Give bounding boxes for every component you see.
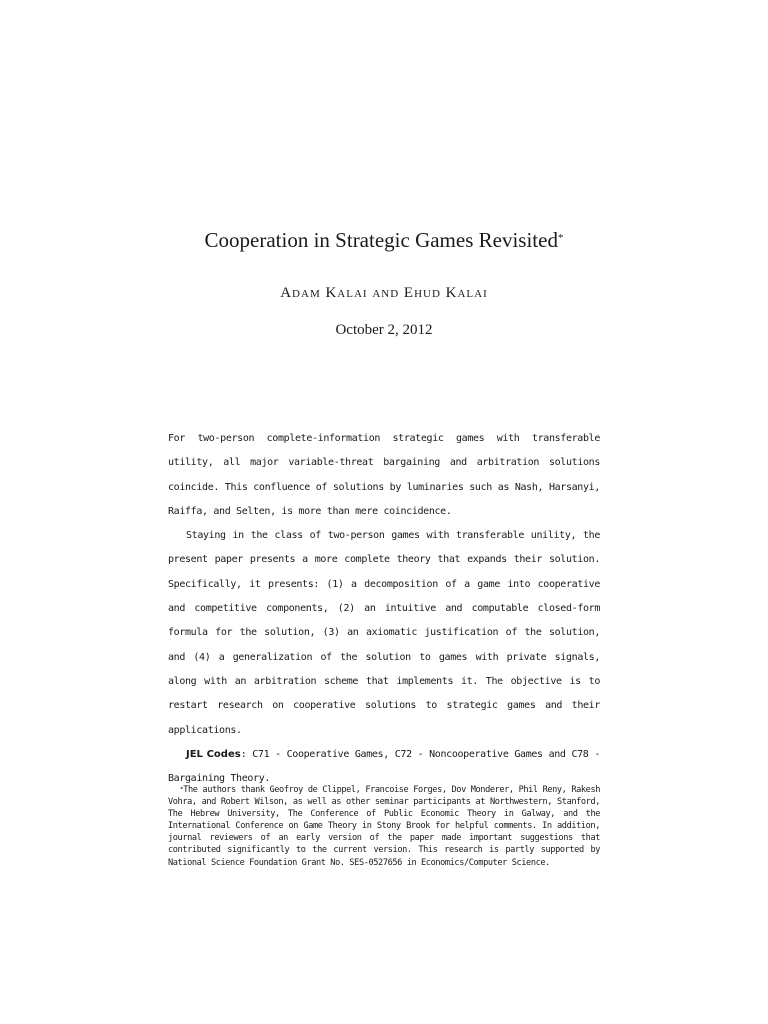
title-footnote-marker: * xyxy=(557,232,564,244)
paper-date: October 2, 2012 xyxy=(335,322,433,338)
abstract xyxy=(168,427,600,791)
paper-title xyxy=(0,226,768,254)
jel-codes-label: JEL Codes xyxy=(186,748,241,760)
paper-title-text: Cooperation in Strategic Games Revisited xyxy=(204,228,558,252)
paper-authors: Adam Kalai and Ehud Kalai xyxy=(280,285,488,301)
abstract-paragraph-2: Staying in the class of two-person games with transferable unility, the present paper presents a more complete theory that expands their solution. Specifically, it presents: (1) a decomposition of a game into cooperative and competitive components, (2) an intuitive and computable closed-form formula for the solution, (3) an axiomatic justification of the solution, and (4) a generalization of the solution to games with private signals, along with an arbitration scheme that implements it. The objective is to restart research on cooperative solutions to strategic games and their applications. xyxy=(168,530,600,736)
abstract-paragraph-1: For two-person complete-information strategic games with transferable utility, all major variable-threat bargaining and arbitration solutions coincide. This confluence of solutions by luminaries such as Nash, Harsanyi, Raiffa, and Selten, is more than mere coincidence. xyxy=(168,433,600,517)
footnote-marker: * xyxy=(180,786,184,793)
footnote-text: The authors thank Geofroy de Clippel, Francoise Forges, Dov Monderer, Phil Reny, Rakesh Vohra, and Robert Wilson, as well as other seminar participants at Northwestern, Stanford, The Hebrew University, The Conference of Public Economic Theory in Galway, and the International Conference on Game Theory in Stony Brook for helpful comments. In addition, journal reviewers of an early version of the paper made important suggestions that contributed significantly to the current version. This research is partly supported by National Science Foundation Grant No. SES-0527656 in Economics/Computer Science. xyxy=(168,785,600,868)
jel-codes-text: : C71 - Cooperative Games, C72 - Noncooperative Games and C78 - Bargaining Theory. xyxy=(168,748,600,785)
footnote xyxy=(168,784,600,869)
